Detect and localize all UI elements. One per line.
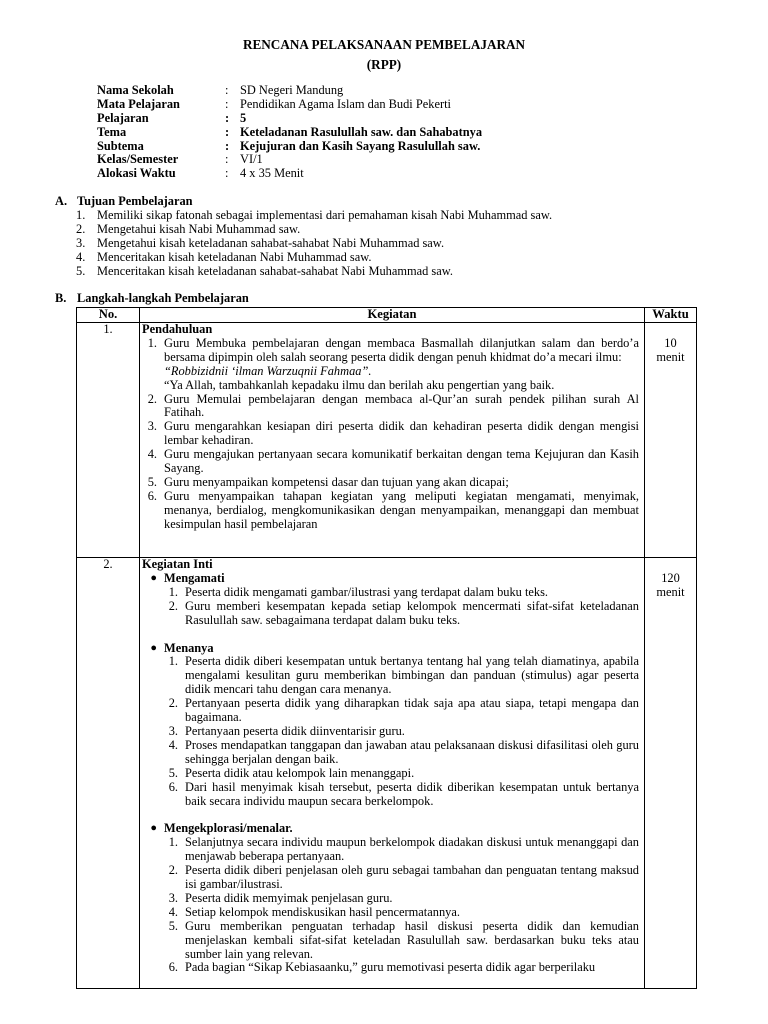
identity-block	[97, 84, 482, 181]
list-item	[76, 237, 552, 251]
identity-row	[97, 126, 482, 140]
duration-unit: menit	[656, 349, 685, 364]
step-list	[164, 655, 639, 808]
subsection-heading	[140, 572, 639, 586]
document-subtitle: (RPP)	[366, 57, 402, 72]
item-number: 4.	[147, 447, 157, 462]
item-text: Pertanyaan peserta didik yang diharapkan tidak saja apa atau siapa, tetapi mengapa dan bagaimana.	[185, 696, 639, 725]
document-title: RENCANA PELAKSANAAN PEMBELAJARAN	[242, 37, 526, 52]
duration-unit: menit	[656, 584, 685, 599]
item-number: 2.	[147, 391, 157, 406]
list-item	[140, 448, 639, 476]
phase-title: Pendahuluan	[142, 322, 213, 336]
item-number: 3.	[76, 235, 86, 250]
identity-row	[97, 153, 482, 167]
item-text: Dari hasil menyimak kisah tersebut, peserta didik diberikan kesempatan untuk bertanya baik secara individu maupun secara berkelompok.	[185, 779, 639, 808]
table-header-row	[77, 308, 697, 323]
item-number: 6.	[168, 960, 178, 975]
identity-row	[97, 112, 482, 126]
item-number: 6.	[168, 779, 178, 794]
duration-value: 120	[661, 571, 680, 585]
list-item	[164, 781, 639, 809]
list-item	[76, 223, 552, 237]
section-letter: A.	[55, 194, 68, 208]
item-text: Menceritakan kisah keteladanan sahabat-sahabat Nabi Muhammad saw.	[97, 263, 453, 278]
section-letter: B.	[55, 291, 67, 305]
item-text: Proses mendapatkan tanggapan dan jawaban atau pelaksanaan diskusi difasilitasi oleh guru sehingga berjalan dengan baik.	[185, 737, 639, 766]
item-number: 6.	[147, 488, 157, 503]
list-item	[164, 961, 639, 975]
step-list	[140, 337, 639, 532]
identity-colon: :	[225, 138, 230, 153]
item-number: 1.	[76, 208, 86, 222]
step-list	[164, 836, 639, 975]
identity-label: Subtema	[97, 138, 144, 153]
identity-row	[97, 98, 482, 112]
item-text: Mengetahui kisah Nabi Muhammad saw.	[97, 221, 301, 236]
item-text: Peserta didik diberi penjelasan oleh guru sebagai tambahan dan penguatan tentang maksud isi gambar/ilustrasi.	[185, 863, 639, 892]
item-number: 1.	[168, 835, 178, 850]
item-number: 1.	[168, 654, 178, 669]
item-number: 3.	[147, 419, 157, 434]
list-item	[140, 476, 639, 490]
prayer-meaning-text: “Ya Allah, tambahkanlah kepadaku ilmu dan berilah aku pengertian yang baik.	[164, 377, 555, 392]
identity-row	[97, 167, 482, 181]
subsection-title: Mengekplorasi/menalar.	[164, 821, 293, 836]
bullet-icon: ●	[150, 822, 157, 835]
list-item	[76, 251, 552, 265]
prayer-arabic-text: “Robbizidnii ‘ilman Warzuqnii Fahmaa”.	[164, 363, 372, 378]
item-text: Peserta didik mengamati gambar/ilustrasi yang terdapat dalam buku teks.	[185, 584, 549, 599]
subsection-heading	[140, 822, 639, 836]
item-text: Guru mengajukan pertanyaan secara komunikatif berkaitan dengan tema Kejujuran dan Kasih Sayang.	[164, 447, 639, 476]
item-text: Menceritakan kisah keteladanan Nabi Muhammad saw.	[97, 249, 372, 264]
identity-colon: :	[225, 166, 229, 181]
section-title: Langkah-langkah Pembelajaran	[77, 291, 249, 305]
item-number: 5.	[147, 474, 157, 489]
item-content	[164, 337, 639, 393]
section-b-heading	[55, 292, 249, 306]
bullet-icon: ●	[150, 571, 157, 584]
row-number: 2.	[77, 558, 140, 989]
identity-label: Mata Pelajaran	[97, 96, 180, 111]
identity-value: Pendidikan Agama Islam dan Budi Pekerti	[240, 96, 451, 111]
list-item	[164, 892, 639, 906]
item-number: 2.	[168, 863, 178, 878]
identity-row	[97, 140, 482, 154]
list-item	[164, 864, 639, 892]
column-header-kegiatan: Kegiatan	[140, 308, 645, 323]
item-number: 1.	[147, 335, 157, 350]
item-text: Guru mengarahkan kesiapan diri peserta didik dan kehadiran peserta didik dengan mengisi lembar kehadiran.	[164, 419, 639, 448]
identity-label: Alokasi Waktu	[97, 166, 176, 181]
item-text: Peserta didik diberi kesempatan untuk bertanya tentang hal yang telah diamatinya, apabila mengalami kesulitan guru memberikan bimbingan dan panduan (stimulus) agar peserta didik mencari tahu dengan cara menanya.	[185, 654, 639, 697]
duration-cell	[645, 323, 697, 558]
list-item	[164, 586, 639, 600]
duration-cell	[645, 558, 697, 989]
item-text: Guru memberi kesempatan kepada setiap kelompok mencermati sifat-sifat keteladanan Rasulullah saw. sebagaimana terdapat dalam buku teks.	[185, 598, 639, 627]
item-number: 2.	[76, 221, 86, 236]
identity-label: Pelajaran	[97, 110, 149, 125]
identity-label: Kelas/Semester	[97, 152, 179, 167]
item-number: 4.	[76, 249, 86, 264]
item-text: Memiliki sikap fatonah sebagai implementasi dari pemahaman kisah Nabi Muhammad saw.	[97, 208, 553, 222]
subsection-title: Mengamati	[164, 570, 225, 585]
identity-colon: :	[225, 152, 229, 167]
list-item	[164, 836, 639, 864]
list-item	[76, 209, 552, 223]
item-text: Setiap kelompok mendiskusikan hasil pencermatannya.	[185, 904, 460, 919]
column-header-no: No.	[77, 308, 140, 323]
item-text: Selanjutnya secara individu maupun berkelompok diadakan diskusi untuk menanggapi dan menjawab beberapa pertanyaan.	[185, 835, 639, 864]
identity-value: SD Negeri Mandung	[240, 83, 344, 97]
item-number: 4.	[168, 904, 178, 919]
bullet-icon: ●	[150, 641, 157, 654]
list-item	[164, 920, 639, 962]
item-text: Guru menyampaikan kompetensi dasar dan tujuan yang akan dicapai;	[164, 474, 509, 489]
item-number: 3.	[168, 723, 178, 738]
phase-title: Kegiatan Inti	[142, 557, 213, 571]
list-item	[164, 697, 639, 725]
identity-colon: :	[225, 96, 229, 111]
identity-value: Kejujuran dan Kasih Sayang Rasulullah saw.	[240, 138, 481, 153]
list-item	[164, 767, 639, 781]
identity-value: VI/1	[240, 152, 263, 167]
identity-colon: :	[225, 110, 230, 125]
list-item	[164, 600, 639, 628]
identity-value: Keteladanan Rasulullah saw. dan Sahabatnya	[240, 124, 483, 139]
item-text: Guru Membuka pembelajaran dengan membaca Basmallah dilanjutkan salam dan berdo’a bersama dipimpin oleh salah seorang peserta didik dengan penuh khidmat do’a mecari ilmu:	[164, 335, 639, 364]
item-number: 2.	[168, 696, 178, 711]
table-row	[77, 323, 697, 558]
subsection-title: Menanya	[164, 640, 214, 655]
item-number: 5.	[168, 918, 178, 933]
item-number: 5.	[76, 263, 86, 278]
item-text: Peserta didik memyimak penjelasan guru.	[185, 890, 393, 905]
identity-value: 4 x 35 Menit	[240, 166, 304, 181]
section-a-heading	[55, 195, 193, 209]
item-text: Pada bagian “Sikap Kebiasaanku,” guru memotivasi peserta didik agar berperilaku	[185, 960, 596, 975]
item-number: 1.	[168, 584, 178, 599]
activity-table	[76, 307, 697, 989]
duration-value: 10	[664, 336, 677, 350]
item-text: Mengetahui kisah keteladanan sahabat-sahabat Nabi Muhammad saw.	[97, 235, 445, 250]
row-number: 1.	[77, 323, 140, 558]
identity-value: 5	[240, 110, 247, 125]
list-item	[140, 337, 639, 393]
identity-colon: :	[225, 124, 230, 139]
item-number: 4.	[168, 737, 178, 752]
item-text: Pertanyaan peserta didik diinventarisir guru.	[185, 723, 405, 738]
section-title: Tujuan Pembelajaran	[77, 194, 193, 208]
item-text: Guru menyampaikan tahapan kegiatan yang meliputi kegiatan mengamati, menyimak, menanya, berdialog, mengkomunikasikan dengan menyampaikan, menanggapi dan membuat kesimpulan hasil pembelajaran	[164, 488, 639, 531]
identity-colon: :	[225, 83, 229, 97]
activity-cell	[140, 323, 645, 558]
list-item	[140, 490, 639, 532]
activity-cell	[140, 558, 645, 989]
list-item	[164, 906, 639, 920]
item-number: 3.	[168, 890, 178, 905]
subsection-heading	[140, 642, 639, 656]
table-row	[77, 558, 697, 989]
item-text: Guru Memulai pembelajaran dengan membaca al-Qur’an surah pendek pilihan surah Al Fatihah.	[164, 391, 639, 420]
list-item	[164, 739, 639, 767]
list-item	[140, 420, 639, 448]
item-number: 2.	[168, 598, 178, 613]
identity-label: Tema	[97, 124, 127, 139]
column-header-waktu: Waktu	[645, 308, 697, 323]
step-list	[164, 586, 639, 628]
identity-label: Nama Sekolah	[97, 83, 174, 97]
item-text: Guru memberikan penguatan terhadap hasil diskusi peserta didik dan kemudian menjelaskan kembali sifat-sifat keteladan Rasulullah saw. berdasarkan buku teks atau sumber lain yang relevan.	[185, 918, 639, 961]
identity-row	[97, 84, 482, 98]
item-text: Peserta didik atau kelompok lain menanggapi.	[185, 765, 415, 780]
list-item	[164, 725, 639, 739]
list-item	[164, 655, 639, 697]
list-item	[76, 265, 552, 279]
learning-objectives-list	[76, 209, 552, 279]
list-item	[140, 393, 639, 421]
item-number: 5.	[168, 765, 178, 780]
